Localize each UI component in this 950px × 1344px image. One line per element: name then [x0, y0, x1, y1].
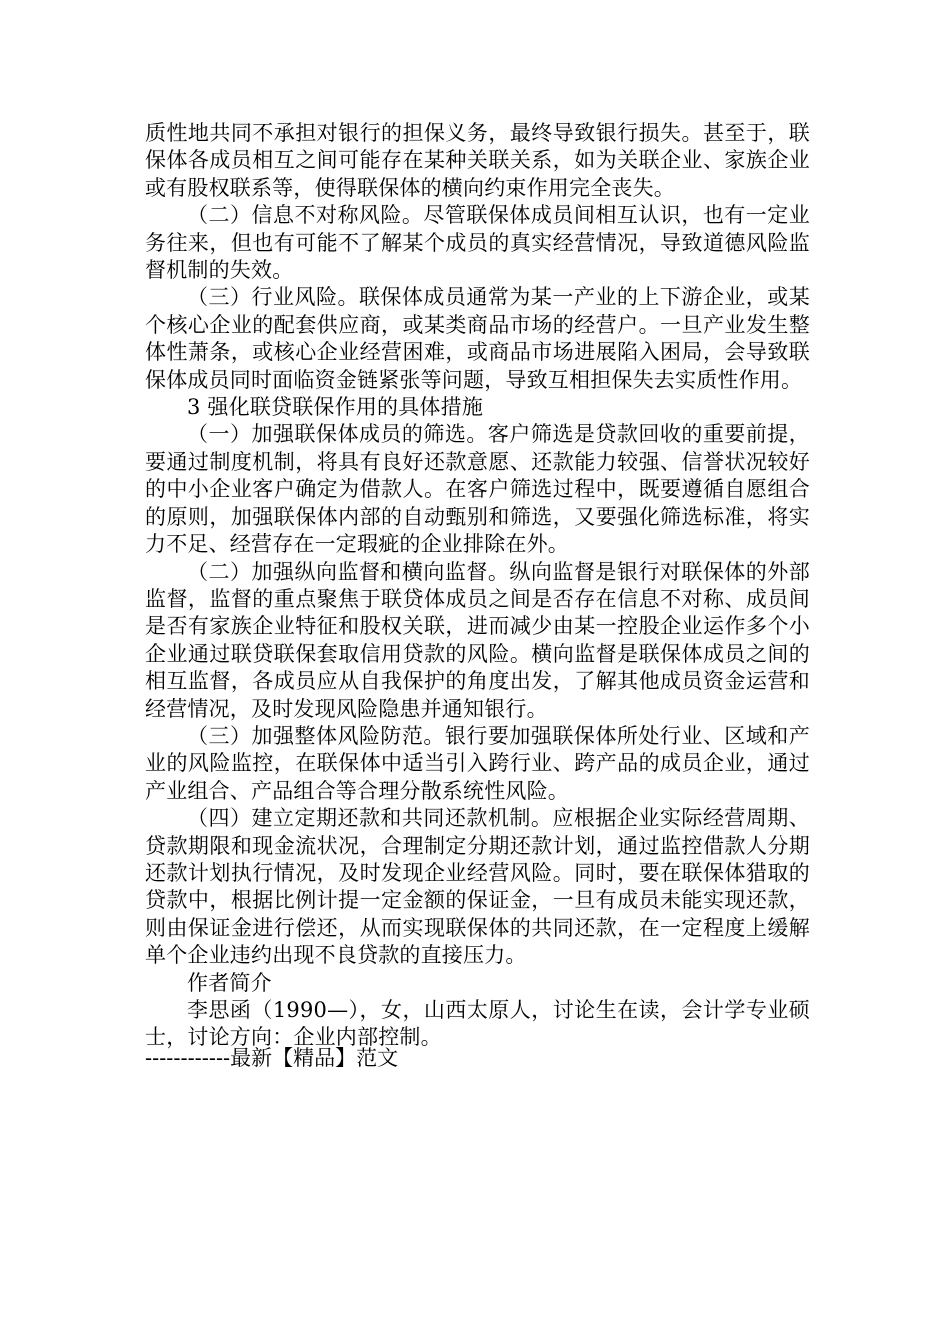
paragraph-overall-risk-prevention: （三）加强整体风险防范。银行要加强联保体所处行业、区域和产业的风险监控，在联保体中适当引入跨行业、跨产品的成员企业，通过产业组合、产品组合等合理分散系统性风险。 [145, 723, 810, 803]
paragraph-information-asymmetry-risk: （二）信息不对称风险。尽管联保体成员间相互认识，也有一定业务往来，但也有可能不了解某个成员的真实经营情况，导致道德风险监督机制的失效。 [145, 203, 810, 283]
section-heading-measures: 3 强化联贷联保作用的具体措施 [187, 395, 484, 420]
paragraph-risk-continuation: 质性地共同不承担对银行的担保义务，最终导致银行损失。甚至于，联保体各成员相互之间可能存在某种关联关系，如为关联企业、家族企业或有股权联系等，使得联保体的横向约束作用完全丧失。 [145, 121, 810, 200]
paragraph-member-screening: （一）加强联保体成员的筛选。客户筛选是贷款回收的重要前提，要通过制度机制，将具有良好还款意愿、还款能力较强、信誉状况较好的中小企业客户确定为借款人。在客户筛选过程中，既要遵循自愿组合的原则，加强联保体内部的自动甄别和筛选，又要强化筛选标准，将实力不足、经营存在一定瑕疵的企业排除在外。 [145, 422, 810, 557]
paragraph-supervision: （二）加强纵向监督和横向监督。纵向监督是银行对联保体的外部监督，监督的重点聚焦于联贷体成员之间是否存在信息不对称、成员间是否有家族企业特征和股权关联，进而减少由某一控股企业运作多个小企业通过联贷联保套取信用贷款的风险。横向监督是联保体成员之间的相互监督，各成员应从自我保护的角度出发，了解其他成员资金运营和经营情况，及时发现风险隐患并通知银行。 [145, 559, 810, 721]
footer-label: ------------最新【精品】范文 [145, 1046, 399, 1070]
paragraph-industry-risk: （三）行业风险。联保体成员通常为某一产业的上下游企业，或某个核心企业的配套供应商，或某类商品市场的经营户。一旦产业发生整体性萧条，或核心企业经营困难，或商品市场进展陷入困局，会导致联保体成员同时面临资金链紧张等问题，导致互相担保失去实质性作用。 [145, 285, 810, 392]
author-intro-heading: 作者简介 [187, 970, 272, 995]
author-intro-text: 李思函（1990—），女，山西太原人，讨论生在读，会计学专业硕士，讨论方向：企业内部控制。 [145, 998, 810, 1050]
document-body [145, 120, 810, 1052]
paragraph-repayment-mechanism: （四）建立定期还款和共同还款机制。应根据企业实际经营周期、贷款期限和现金流状况，合理制定分期还款计划，通过监控借款人分期还款计划执行情况，及时发现企业经营风险。同时，要在联保体猎取的贷款中，根据比例计提一定金额的保证金，一旦有成员未能实现还款，则由保证金进行偿还，从而实现联保体的共同还款，在一定程度上缓解单个企业违约出现不良贷款的直接压力。 [145, 806, 810, 968]
